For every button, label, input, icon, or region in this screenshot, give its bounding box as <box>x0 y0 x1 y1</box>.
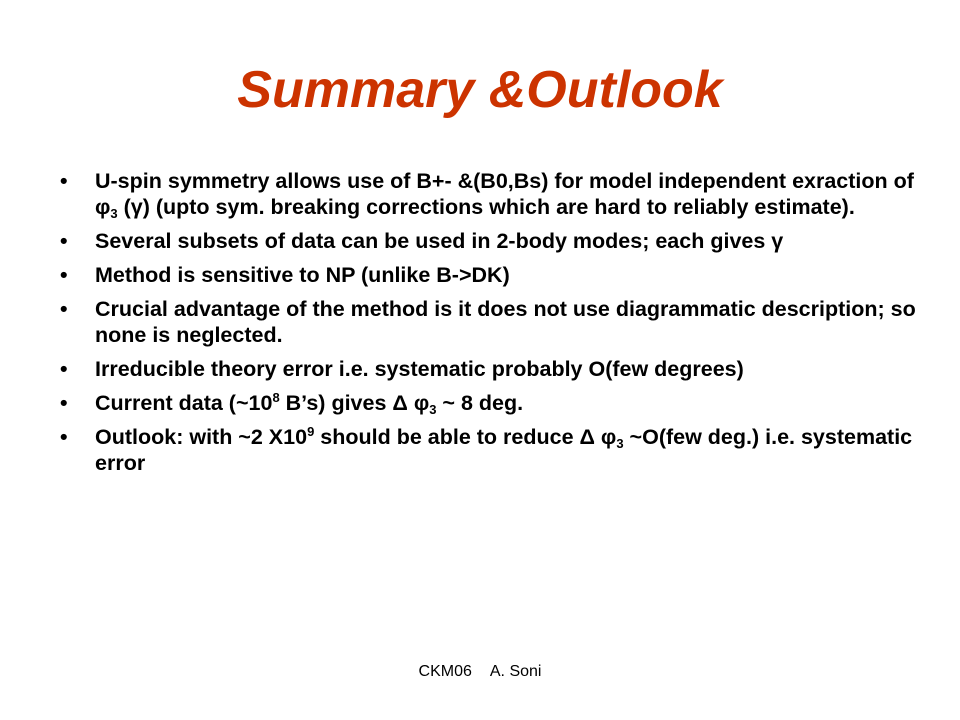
bullet-text: Irreducible theory error i.e. systematic probably O(few degrees) <box>95 357 744 381</box>
bullet-text <box>95 425 912 475</box>
bullet-text-segment: B’s) gives Δ φ <box>279 391 430 415</box>
bullet-marker: • <box>60 263 68 287</box>
subscript: 3 <box>616 436 624 451</box>
bullet-item <box>60 356 920 382</box>
bullet-text-segment: ~O(few deg.) i.e. systematic error <box>95 425 913 475</box>
bullet-item <box>60 424 920 476</box>
bullet-item <box>60 228 920 254</box>
bullet-item <box>60 168 920 220</box>
bullet-text <box>95 169 914 219</box>
bullet-text-segment: (γ) (upto sym. breaking corrections which are hard to reliably estimate). <box>117 195 855 219</box>
subscript: 3 <box>429 402 437 417</box>
bullet-text <box>95 391 523 415</box>
bullet-item <box>60 262 920 288</box>
bullet-text: Crucial advantage of the method is it does not use diagrammatic description; so none is neglected. <box>95 297 916 347</box>
bullet-text: Several subsets of data can be used in 2-body modes; each gives γ <box>95 229 784 253</box>
bullet-text: Method is sensitive to NP (unlike B->DK) <box>95 263 510 287</box>
bullet-text-segment: ~ 8 deg. <box>436 391 524 415</box>
bullet-text-segment: should be able to reduce Δ φ <box>314 425 617 449</box>
bullet-marker: • <box>60 297 68 321</box>
bullet-text-segment: Outlook: with ~2 X10 <box>95 425 308 449</box>
bullet-marker: • <box>60 169 68 193</box>
slide-title: Summary &Outlook <box>237 61 723 119</box>
bullet-item <box>60 296 920 348</box>
slide-footer <box>0 662 960 682</box>
bullet-text-segment: Current data (~10 <box>95 391 273 415</box>
superscript: 9 <box>307 424 315 439</box>
superscript: 8 <box>272 390 280 405</box>
bullet-marker: • <box>60 425 68 449</box>
bullet-list <box>60 168 920 484</box>
subscript: 3 <box>110 206 118 221</box>
bullet-marker: • <box>60 391 68 415</box>
footer-author: A. Soni <box>489 663 542 680</box>
bullet-item <box>60 390 920 416</box>
bullet-marker: • <box>60 357 68 381</box>
footer-conference: CKM06 <box>418 663 472 680</box>
bullet-text-segment: U-spin symmetry allows use of B+- &(B0,Bs) for model independent exraction of φ <box>95 169 914 219</box>
bullet-marker: • <box>60 229 68 253</box>
